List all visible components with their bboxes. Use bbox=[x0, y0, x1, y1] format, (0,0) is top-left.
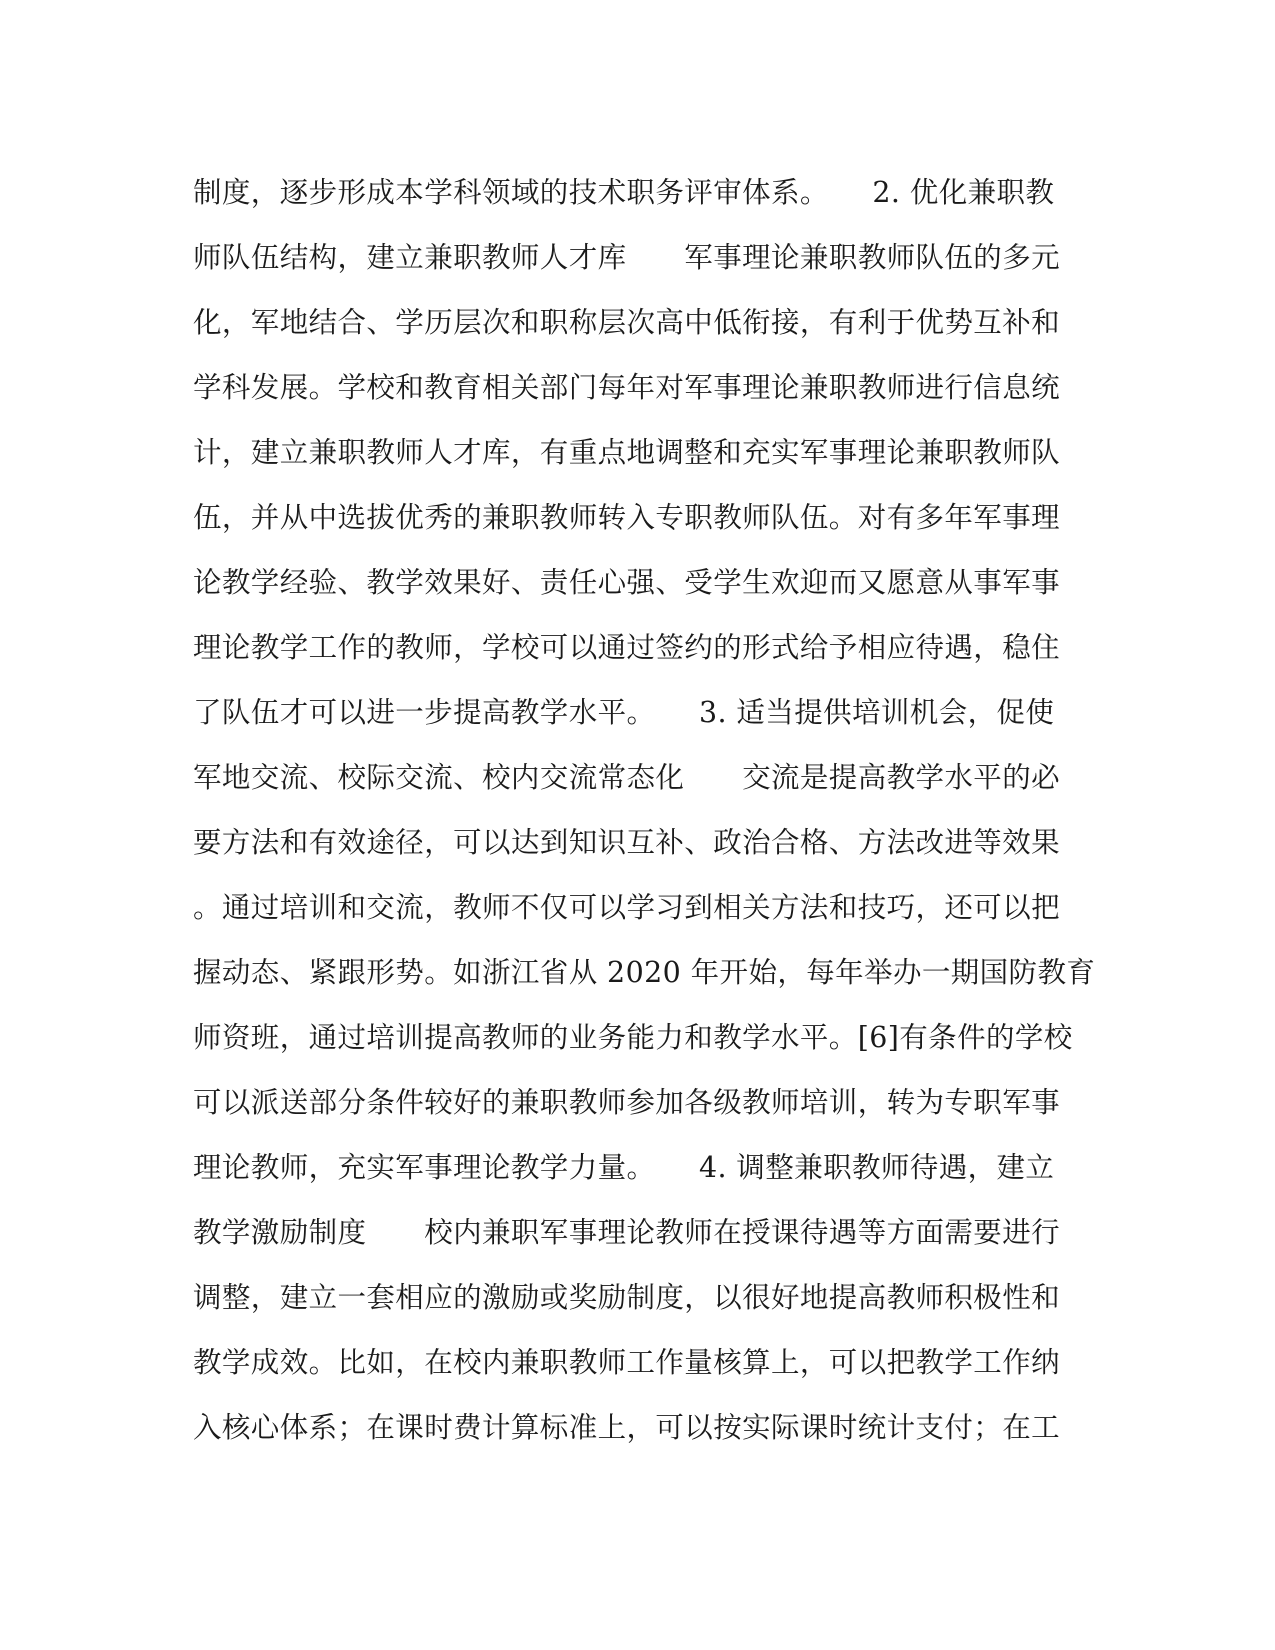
text-line: 调整，建立一套相应的激励或奖励制度，以很好地提高教师积极性和 bbox=[193, 1281, 1061, 1314]
text-line: 制度，逐步形成本学科领域的技术职务评审体系。 2. 优化兼职教 bbox=[193, 176, 1055, 209]
text-line: 论教学经验、教学效果好、责任心强、受学生欢迎而又愿意从事军事 bbox=[193, 566, 1061, 599]
text-line: 要方法和有效途径，可以达到知识互补、政治合格、方法改进等效果 bbox=[193, 826, 1061, 859]
text-line: 握动态、紧跟形势。如浙江省从 2020 年开始，每年举办一期国防教育 bbox=[193, 956, 1096, 989]
text-line: 可以派送部分条件较好的兼职教师参加各级教师培训，转为专职军事 bbox=[193, 1086, 1061, 1119]
text-line: 教学成效。比如，在校内兼职教师工作量核算上，可以把教学工作纳 bbox=[193, 1346, 1061, 1379]
text-line: 理论教学工作的教师，学校可以通过签约的形式给予相应待遇，稳住 bbox=[193, 631, 1061, 664]
text-line: 伍，并从中选拔优秀的兼职教师转入专职教师队伍。对有多年军事理 bbox=[193, 501, 1061, 534]
text-line: 理论教师，充实军事理论教学力量。 4. 调整兼职教师待遇，建立 bbox=[193, 1151, 1055, 1184]
text-line: 军地交流、校际交流、校内交流常态化 交流是提高教学水平的必 bbox=[193, 761, 1061, 794]
text-line: 学科发展。学校和教育相关部门每年对军事理论兼职教师进行信息统 bbox=[193, 371, 1061, 404]
text-line: 教学激励制度 校内兼职军事理论教师在授课待遇等方面需要进行 bbox=[193, 1216, 1061, 1249]
text-line: 师资班，通过培训提高教师的业务能力和教学水平。[6]有条件的学校 bbox=[193, 1021, 1073, 1054]
text-line: 师队伍结构，建立兼职教师人才库 军事理论兼职教师队伍的多元 bbox=[193, 241, 1061, 274]
text-line: 入核心体系；在课时费计算标准上，可以按实际课时统计支付；在工 bbox=[193, 1411, 1061, 1444]
text-line: 化，军地结合、学历层次和职称层次高中低衔接，有利于优势互补和 bbox=[193, 306, 1061, 339]
text-line: 了队伍才可以进一步提高教学水平。 3. 适当提供培训机会，促使 bbox=[193, 696, 1055, 729]
document-body bbox=[193, 160, 1096, 1460]
text-line: 。通过培训和交流，教师不仅可以学习到相关方法和技巧，还可以把 bbox=[193, 891, 1061, 924]
text-line: 计，建立兼职教师人才库，有重点地调整和充实军事理论兼职教师队 bbox=[193, 436, 1061, 469]
